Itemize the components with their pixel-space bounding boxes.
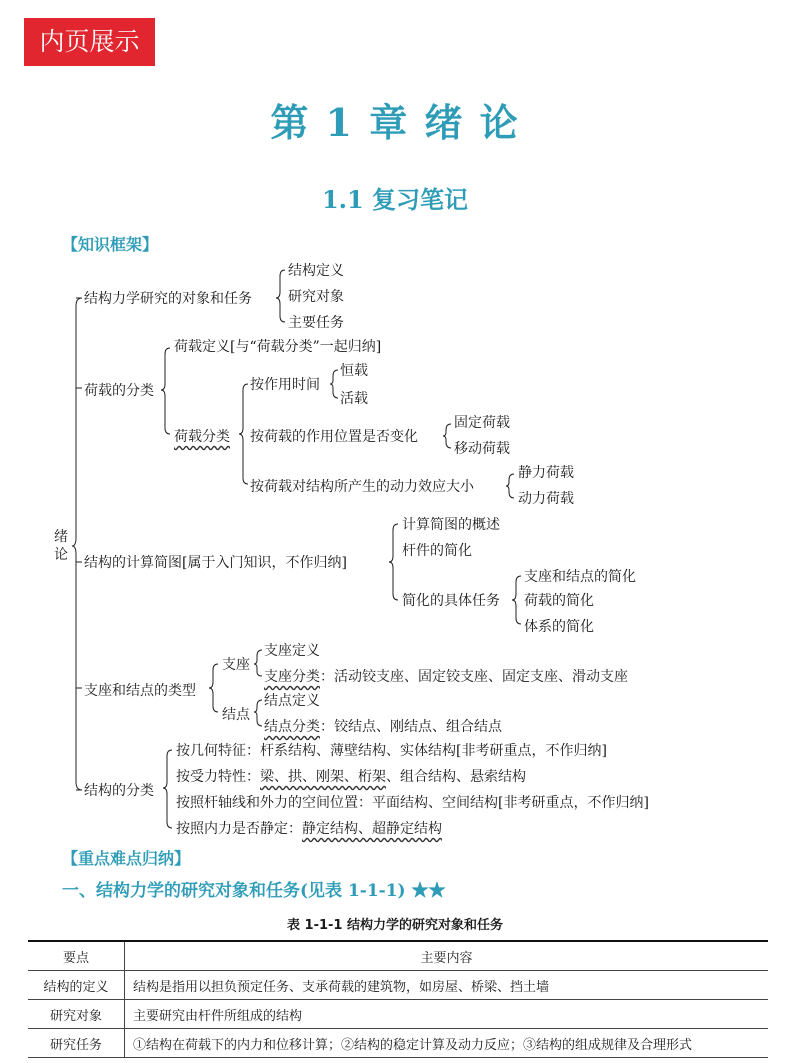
table-header-cell: 要点 xyxy=(28,941,125,971)
table-cell: 结构是指用以担负预定任务、支承荷载的建筑物，如房屋、桥梁、挡土墙 xyxy=(125,971,769,1000)
header-tag: 内页展示 xyxy=(24,18,155,66)
tree-leaf: 移动荷载 xyxy=(454,441,510,457)
table-header-row xyxy=(28,941,768,971)
tree-node-objects-tasks: 结构力学研究的对象和任务 xyxy=(84,291,252,307)
tree-node: 支座 xyxy=(222,657,250,673)
tree-leaf: 动力荷载 xyxy=(518,491,574,507)
table-row xyxy=(28,1000,768,1029)
tree-leaf-row xyxy=(264,666,628,686)
tree-leaf: 研究对象 xyxy=(288,289,344,305)
knowledge-heading: 【知识框架】 xyxy=(62,235,159,254)
tree-node: 结点 xyxy=(222,707,250,723)
tree-leaf: 支座定义 xyxy=(264,643,320,659)
tree-node: 简化的具体任务 xyxy=(402,593,500,609)
tree-node-calc-diagram: 结构的计算简图[属于入门知识，不作归纳] xyxy=(84,555,347,571)
table-row xyxy=(28,1029,768,1058)
table-row xyxy=(28,971,768,1000)
tree-leaf-label: 支座分类 xyxy=(264,669,320,685)
tree-node: 按作用时间 xyxy=(250,377,320,393)
table-caption: 表 1-1-1 结构力学的研究对象和任务 xyxy=(287,918,503,933)
table-cell: 研究对象 xyxy=(28,1000,125,1029)
section-title: 1.1 复习笔记 xyxy=(321,185,469,214)
chapter-title: 第 1 章 绪 论 xyxy=(270,100,520,145)
tree-leaf: 主要任务 xyxy=(288,315,344,331)
table-cell: 研究任务 xyxy=(28,1029,125,1058)
table-header-cell: 主要内容 xyxy=(125,941,769,971)
tree-leaf: 结点定义 xyxy=(264,693,320,709)
tree-leaf: 恒载 xyxy=(340,363,368,379)
subsection-title: 一、结构力学的研究对象和任务(见表 1-1-1) ★★ xyxy=(62,881,446,901)
tree-leaf: 按照杆轴线和外力的空间位置：平面结构、空间结构[非考研重点，不作归纳] xyxy=(176,795,649,811)
tree-node-load-class: 荷载的分类 xyxy=(84,383,154,399)
tree-leaf-text: ：活动铰支座、固定铰支座、固定支座、滑动支座 xyxy=(320,669,628,685)
tree-node: 按荷载的作用位置是否变化 xyxy=(250,429,418,445)
tree-leaf-text: 按受力特性： xyxy=(176,769,260,785)
tree-node: 按荷载对结构所产生的动力效应大小 xyxy=(250,479,474,495)
tree-leaf: 计算简图的概述 xyxy=(402,517,500,533)
tree-leaf-text: 按照内力是否静定： xyxy=(176,821,302,837)
table-cell: ①结构在荷载下的内力和位移计算；②结构的稳定计算及动力反应；③结构的组成规律及合理形式 xyxy=(125,1029,769,1058)
tree-node-load-class-sub: 荷载分类 xyxy=(174,429,230,445)
tree-leaf-emph: 静定结构、超静定结构 xyxy=(302,821,442,837)
keypoints-heading: 【重点难点归纳】 xyxy=(62,849,191,868)
tree-leaf-emph: 梁、拱、刚架、桁架 xyxy=(260,769,386,785)
table-cell: 主要研究由杆件所组成的结构 xyxy=(125,1000,769,1029)
tree-leaf-text: 、组合结构、悬索结构 xyxy=(386,769,526,785)
tree-leaf-row xyxy=(176,766,526,786)
tree-leaf-row xyxy=(264,716,502,736)
tree-leaf: 按几何特征：杆系结构、薄壁结构、实体结构[非考研重点，不作归纳] xyxy=(176,743,607,759)
tree-leaf-text: ：铰结点、刚结点、组合结点 xyxy=(320,719,502,735)
tree-leaf: 静力荷载 xyxy=(518,465,574,481)
tree-leaf: 体系的简化 xyxy=(524,619,594,635)
tree-leaf: 支座和结点的简化 xyxy=(524,569,636,585)
tree-leaf-row xyxy=(176,818,442,838)
tree-leaf: 活载 xyxy=(340,391,368,407)
tree-node-support-joint: 支座和结点的类型 xyxy=(84,683,196,699)
tree-leaf: 荷载定义[与“荷载分类”一起归纳] xyxy=(174,339,382,355)
tree-leaf: 固定荷载 xyxy=(454,415,510,431)
tree-root: 绪论 xyxy=(54,529,68,563)
tree-leaf-label: 结点分类 xyxy=(264,719,320,735)
tree-leaf: 荷载的简化 xyxy=(524,593,594,609)
table-cell: 结构的定义 xyxy=(28,971,125,1000)
content-table xyxy=(28,940,768,1058)
tree-leaf: 杆件的简化 xyxy=(402,543,472,559)
tree-leaf: 结构定义 xyxy=(288,263,344,279)
tree-node-structure-class: 结构的分类 xyxy=(84,783,154,799)
